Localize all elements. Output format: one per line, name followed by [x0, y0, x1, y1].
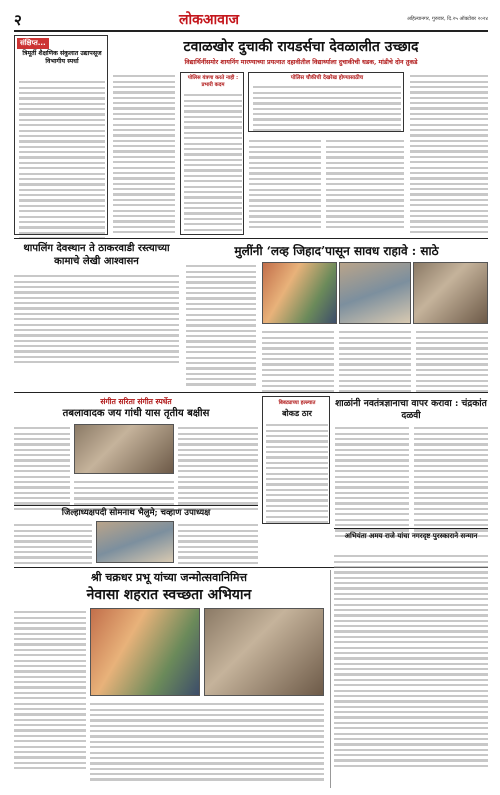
story3-col-1	[186, 262, 256, 389]
lead-box-chowki	[248, 72, 404, 132]
bottom-col-1	[14, 608, 86, 772]
story6-col-2	[414, 424, 488, 540]
masthead	[14, 8, 488, 30]
lead-col-4	[326, 137, 404, 232]
story7-headline: जिल्हाध्यक्षपदी सोमनाथ भैलुमे; चव्हाण उपाध्यक्ष	[61, 508, 211, 518]
story5-headline: बोकड ठार	[282, 408, 312, 418]
story4-headline: तबलावादक जय गांधी यास तृतीय बक्षीस	[62, 408, 210, 419]
bottom-photo-1	[90, 608, 200, 696]
lead-headline: टवाळखोर दुचाकी रायडर्सचा देवळालीत उच्छाद	[183, 39, 419, 55]
story5-body	[266, 421, 328, 526]
story8-rule	[334, 528, 488, 529]
lead-col-1	[113, 72, 175, 236]
paper-name: लोकआवाज	[179, 12, 239, 28]
story5-kicker: बिबट्याच्या हल्ल्यात	[278, 400, 316, 406]
story7-col-1	[14, 521, 92, 567]
bottom-kicker: श्री चक्रधर प्रभू यांच्या जन्मोत्सवानिमित्त	[90, 571, 248, 584]
bottom-headline: नेवासा शहरात स्वच्छता अभियान	[86, 587, 252, 603]
story3-col-3	[339, 328, 411, 396]
lead-col-5	[410, 72, 488, 236]
edition-info: अहिल्यानगर, गुरुवार, दि.२५ ऑक्टोबर २०२४	[406, 16, 488, 22]
story7-rule	[14, 505, 258, 506]
story6-col-1	[335, 424, 409, 540]
box-chowki-title: पोलिस चौकीची देखरेख होण्यासाठीच	[290, 75, 364, 81]
story3-col-4	[416, 328, 488, 396]
brief-box	[14, 35, 108, 235]
story3-photo-3	[413, 262, 488, 324]
story4-kicker: संगीत सरिता संगीत स्पर्धेत	[100, 397, 172, 406]
bottom-photo-2	[204, 608, 324, 696]
lead-col-3	[249, 137, 321, 232]
box-police-title: पोलिस यंत्रणा करते नाही : प्रभारी कदम	[187, 75, 239, 88]
story4-photo	[74, 424, 174, 474]
story8-headline: अभियंता अमय राजे यांचा नगरदृष्ट पुरस्काराने सन्मान	[344, 531, 478, 540]
brief-body	[19, 78, 105, 242]
story3-photo-1	[262, 262, 337, 324]
box-police-body	[184, 91, 242, 234]
brief-label: संक्षिप्त...	[17, 38, 49, 49]
lead-subhead: विद्यार्थिनींसमोर शायनिंग मारण्याच्या प्रयत्नात दहावीतील विद्यार्थ्याला दुचाकीची धडक, मांडीचे दोन तुकडे	[184, 59, 418, 66]
story5-box	[262, 396, 330, 524]
lead-box-police	[180, 72, 244, 235]
section-rule-1	[14, 238, 488, 239]
box-chowki-body	[253, 83, 401, 135]
story2-headline: थापलिंग देवस्थान ते ठाकरवाडी रस्त्याच्या कामाचे लेखी आश्वासन	[23, 243, 170, 267]
column-separator	[330, 570, 331, 788]
story4-col-2	[178, 424, 258, 513]
page-number: २	[14, 11, 22, 29]
story3-col-2	[262, 328, 334, 396]
section-rule-2	[14, 392, 488, 393]
masthead-rule	[14, 30, 488, 32]
story3-photo-2	[339, 262, 411, 324]
story7-photo	[96, 521, 174, 563]
brief-title: त्रिमूर्ती शैक्षणिक संकुलात उद्यापसूज विभागीय स्पर्धा	[22, 50, 102, 65]
story2-body	[14, 272, 179, 367]
story8-col-1	[334, 552, 488, 770]
bottom-col-2	[90, 700, 324, 784]
story4-col-1	[14, 424, 70, 513]
story7-col-2	[178, 521, 258, 567]
story6-headline: शाळांनी नवतंत्रज्ञानाचा वापर करावा : चंद्रकांत दळवी	[335, 398, 487, 421]
story3-headline: मुलींनी ‘लव्ह जिहाद’पासून सावध राहावे : साठे	[234, 244, 439, 258]
